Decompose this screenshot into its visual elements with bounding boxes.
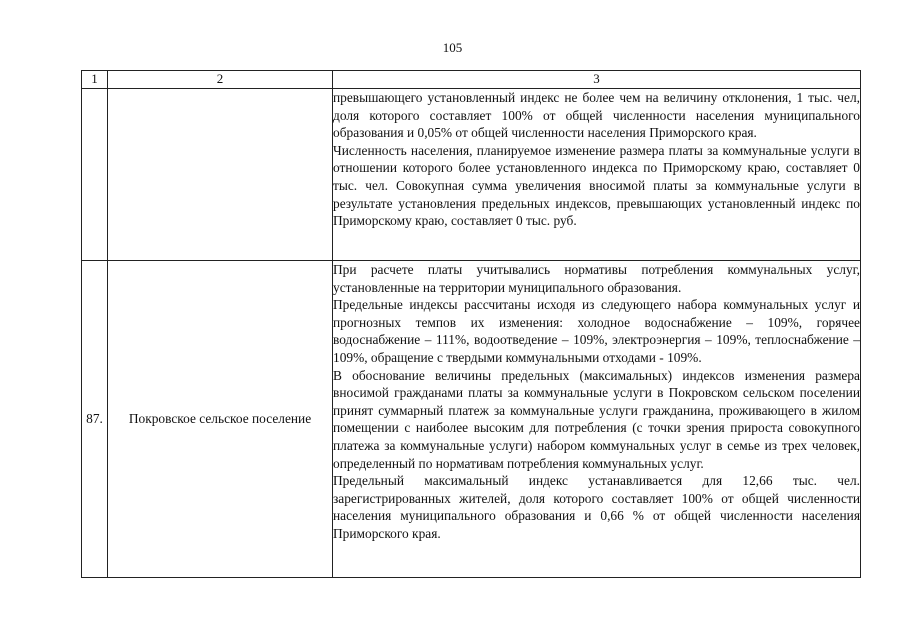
paragraph: превышающего установленный индекс не более чем на величину отклонения, 1 тыс. чел, доля которого составляет 100% от общей численности населения муниципального образования и 0,05% от общей численности населения Приморского края.	[333, 90, 860, 141]
paragraph: Численность населения, планируемое изменение размера платы за коммунальные услуги в отношении которого более установленного индекса по Приморскому краю, составляет 0 тыс. чел. Совокупная сумма увеличения вносимой платы за коммунальные услуги в результате установления предельных индексов, превышающих установленный индекс по Приморскому краю, составляет 0 тыс. руб.	[333, 142, 860, 229]
table-row	[82, 89, 861, 261]
document-table	[81, 70, 861, 578]
row-number-cell: 87.	[82, 261, 108, 578]
header-cell-2: 2	[108, 71, 333, 89]
header-cell-1: 1	[82, 71, 108, 89]
table-row	[82, 261, 861, 578]
paragraph: Предельные индексы рассчитаны исходя из следующего набора коммунальных услуг и прогнозных темпов их изменения: холодное водоснабжение – 109%, горячее водоснабжение – 111%, водоотведение – 109%, электроэнергия – 109%, теплоснабжение – 109%, обращение с твердыми коммунальными отходами - 109%.	[333, 297, 860, 365]
municipality-name-cell: Покровское сельское поселение	[108, 261, 333, 578]
paragraph: В обоснование величины предельных (максимальных) индексов изменения размера вносимой гражданами платы за коммунальные услуги в Покровском сельском поселении принят суммарный платеж за коммунальные услуги гражданина, проживающего в жилом помещении с наиболее высоким для потребления (с точки зрения прироста совокупного платежа за коммунальные услуги) набором коммунальных услуг в семье из трех человек, определенный по нормативам потребления коммунальных услуг.	[333, 367, 860, 471]
table-header-row	[82, 71, 861, 89]
row-number-cell	[82, 89, 108, 261]
paragraph: Предельный максимальный индекс устанавливается для 12,66 тыс. чел. зарегистрированных жителей, доля которого составляет 100% от общей численности населения муниципального образования и 0,66 % от общей численности населения Приморского края.	[333, 473, 860, 541]
page-number: 105	[442, 40, 463, 55]
paragraph: При расчете платы учитывались нормативы потребления коммунальных услуг, установленные на территории муниципального образования.	[333, 262, 860, 295]
header-cell-3: 3	[333, 71, 861, 89]
municipality-name-cell	[108, 89, 333, 261]
description-cell	[333, 89, 861, 261]
description-cell	[333, 261, 861, 578]
